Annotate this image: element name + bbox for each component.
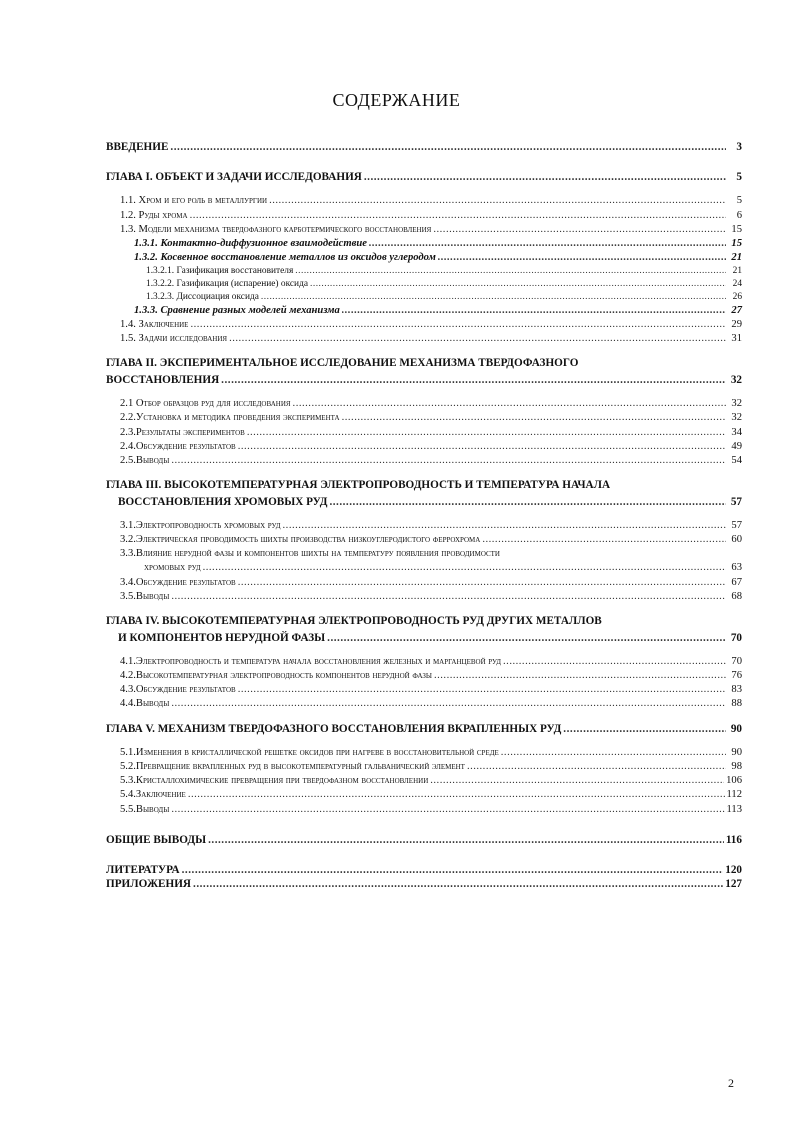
toc-section-5-3[interactable]: 5.3.Кристаллохимические превращения при твердофазном восстановлении ..... 106 [106,774,742,788]
entry-text-line2: ВОССТАНОВЛЕНИЯ ХРОМОВЫХ РУД [118,495,328,508]
toc-entry-conclusions[interactable]: ОБЩИЕ ВЫВОДЫ ..... 116 [106,833,742,847]
toc-section-4-3[interactable]: 4.3.Обсуждение результатов ..... 83 [106,683,742,697]
toc-section-3-1[interactable]: 3.1.Электропроводность хромовых руд ..... 57 [106,519,742,533]
toc-chapter-5[interactable]: ГЛАВА V. МЕХАНИЗМ ТВЕРДОФАЗНОГО ВОССТАНОВЛЕНИЯ ВКРАПЛЕННЫХ РУД ..... 90 [106,722,742,736]
toc-section-2-1[interactable]: 2.1 Отбор образцов руд для исследования ..... 32 [106,397,742,411]
page-ref: 5 [736,171,742,184]
toc-section-1-3-3[interactable]: 1.3.3. Сравнение разных моделей механизма ..... 27 [106,304,742,318]
toc-section-1-1[interactable]: 1.1. Хром и его роль в металлургии ..... 5 [106,194,742,208]
entry-text: ГЛАВА V. МЕХАНИЗМ ТВЕРДОФАЗНОГО ВОССТАНОВЛЕНИЯ ВКРАПЛЕННЫХ РУД [106,722,562,735]
toc-section-3-5[interactable]: 3.5.Выводы ..... 68 [106,590,742,604]
toc-section-3-3[interactable]: 3.3.Влияние нерудной фазы и компонентов шихты на температуру появления проводимости хромовых руд ..... 63 [106,547,742,575]
toc-section-5-5[interactable]: 5.5.Выводы ..... 113 [106,803,742,817]
leader-dots [170,140,726,154]
toc-section-1-2[interactable]: 1.2. Руды хрома ..... 6 [106,209,742,223]
toc-chapter-3[interactable]: ГЛАВА III. ВЫСОКОТЕМПЕРАТУРНАЯ ЭЛЕКТРОПРОВОДНОСТЬ И ТЕМПЕРАТУРА НАЧАЛА ВОССТАНОВЛЕНИЯ ХРОМОВЫХ РУД ..... 57 [106,478,742,509]
table-of-contents [106,140,742,891]
toc-section-1-3[interactable]: 1.3. Модели механизма твердофазного карботермического восстановления ..... 15 [106,223,742,237]
toc-section-3-2[interactable]: 3.2.Электрическая проводимость шихты производства низкоуглеродистого феррохрома ..... 60 [106,533,742,547]
toc-section-2-3[interactable]: 2.3.Результаты экспериментов ..... 34 [106,426,742,440]
toc-chapter-2[interactable]: ГЛАВА II. ЭКСПЕРИМЕНТАЛЬНОЕ ИССЛЕДОВАНИЕ МЕХАНИЗМА ТВЕРДОФАЗНОГО ВОССТАНОВЛЕНИЯ ..... 32 [106,356,742,387]
toc-section-1-3-1[interactable]: 1.3.1. Контактно-диффузионное взаимодействие ..... 15 [106,237,742,251]
toc-section-2-2[interactable]: 2.2.Установка и методика проведения эксперимента ..... 32 [106,411,742,425]
toc-entry-literature[interactable]: ЛИТЕРАТУРА ..... 120 [106,863,742,877]
toc-section-5-4[interactable]: 5.4.Заключение ..... 112 [106,788,742,802]
toc-section-3-4[interactable]: 3.4.Обсуждение результатов ..... 67 [106,576,742,590]
toc-section-5-1[interactable]: 5.1.Изменения в кристаллической решетке оксидов при нагреве в восстановительной среде ..... 90 [106,746,742,760]
toc-entry-intro[interactable] [106,140,742,154]
toc-section-5-2[interactable]: 5.2.Превращение вкрапленных руд в высокотемпературный гальванический элемент ..... 98 [106,760,742,774]
entry-text: ВВЕДЕНИЕ [106,141,169,153]
entry-text-line2: И КОМПОНЕНТОВ НЕРУДНОЙ ФАЗЫ [118,631,326,644]
toc-section-4-4[interactable]: 4.4.Выводы ..... 88 [106,697,742,711]
page-ref: 3 [736,141,742,153]
toc-section-1-5[interactable]: 1.5. Задачи исследования ..... 31 [106,332,742,346]
entry-text: ГЛАВА I. ОБЪЕКТ И ЗАДАЧИ ИССЛЕДОВАНИЯ [106,171,362,184]
entry-text-line1: ГЛАВА II. ЭКСПЕРИМЕНТАЛЬНОЕ ИССЛЕДОВАНИЕ МЕХАНИЗМА ТВЕРДОФАЗНОГО [106,357,579,370]
toc-section-4-2[interactable]: 4.2.Высокотемпературная электропроводность компонентов нерудной фазы ..... 76 [106,669,742,683]
toc-section-2-4[interactable]: 2.4.Обсуждение результатов ..... 49 [106,440,742,454]
toc-chapter-1[interactable] [106,170,742,184]
toc-section-1-3-2-1[interactable]: 1.3.2.1. Газификация восстановителя ..... 21 [106,265,742,278]
page-title: СОДЕРЖАНИЕ [332,90,461,110]
entry-text-line1: ГЛАВА IV. ВЫСОКОТЕМПЕРАТУРНАЯ ЭЛЕКТРОПРОВОДНОСТЬ РУД ДРУГИХ МЕТАЛЛОВ [106,615,602,628]
toc-section-2-5[interactable]: 2.5.Выводы ..... 54 [106,454,742,468]
toc-section-1-3-2-2[interactable]: 1.3.2.2. Газификация (испарение) оксида ..... 24 [106,278,742,291]
leader-dots [364,170,726,184]
entry-text-line1: ГЛАВА III. ВЫСОКОТЕМПЕРАТУРНАЯ ЭЛЕКТРОПРОВОДНОСТЬ И ТЕМПЕРАТУРА НАЧАЛА [106,479,611,492]
toc-chapter-4[interactable]: ГЛАВА IV. ВЫСОКОТЕМПЕРАТУРНАЯ ЭЛЕКТРОПРОВОДНОСТЬ РУД ДРУГИХ МЕТАЛЛОВ И КОМПОНЕНТОВ НЕРУДНОЙ ФАЗЫ ..... 70 [106,614,742,645]
toc-section-1-4[interactable]: 1.4. Заключение ..... 29 [106,318,742,332]
toc-section-1-3-2[interactable]: 1.3.2. Косвенное восстановление металлов из оксидов углеродом ..... 21 [106,251,742,265]
page-number: 2 [728,1076,734,1090]
toc-section-4-1[interactable]: 4.1.Электропроводность и температура начала восстановления железных и марганцевой руд ..... 70 [106,655,742,669]
toc-entry-appendices[interactable]: ПРИЛОЖЕНИЯ ..... 127 [106,877,742,891]
toc-section-1-3-2-3[interactable]: 1.3.2.3. Диссоциация оксида ..... 26 [106,291,742,304]
entry-text-line2: ВОССТАНОВЛЕНИЯ [106,373,220,386]
entry-text-line1: 3.3.Влияние нерудной фазы и компонентов шихты на температуру появления проводимости [120,548,500,560]
